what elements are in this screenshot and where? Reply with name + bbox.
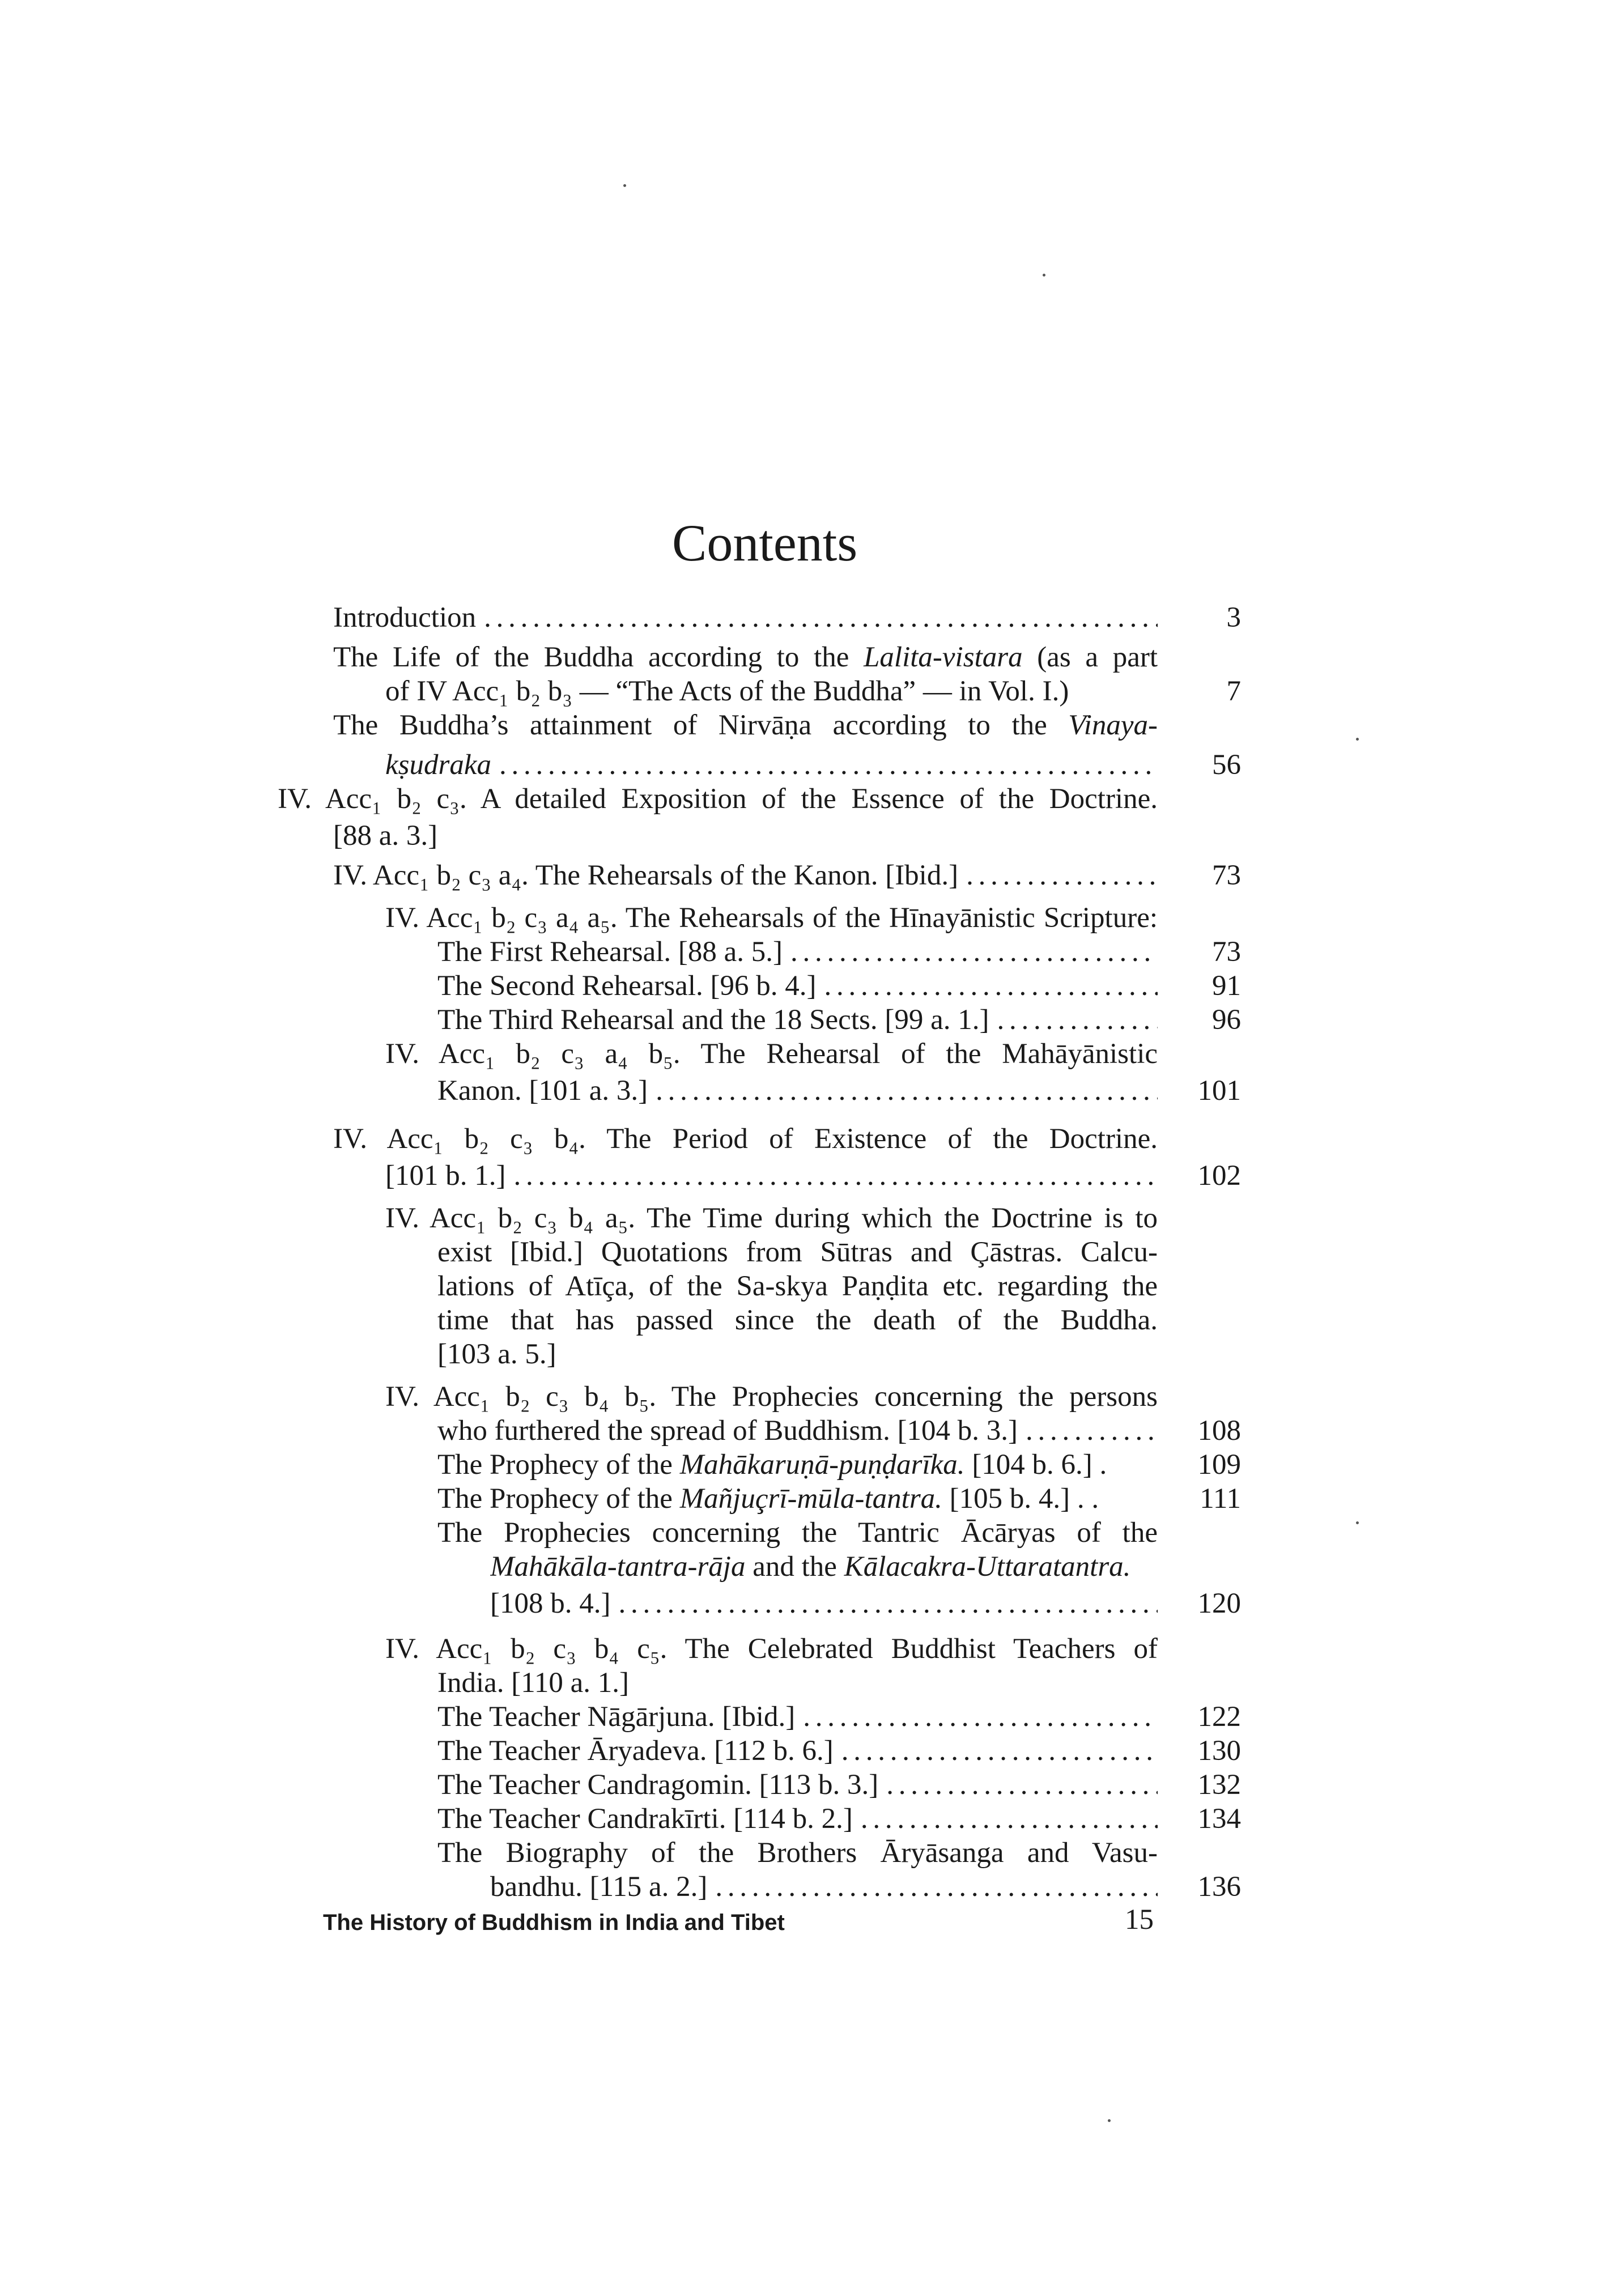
toc-entry-text: and the: [753, 1551, 837, 1583]
toc-entry-nirvana-line-1: [333, 708, 1158, 742]
footer-book-title: The History of Buddhism in India and Tibet: [323, 1910, 785, 1935]
dot-leader: [790, 935, 1158, 969]
toc-section-8-candragomin: [437, 1768, 1158, 1802]
dot-leader: [824, 969, 1158, 1003]
toc-entry-text: The Third Rehearsal and the 18 Sects. [99 a. 1.]: [437, 1004, 989, 1036]
page-title: Contents: [672, 514, 858, 572]
toc-page-number: 136: [1197, 1871, 1241, 1903]
toc-page-number: 101: [1197, 1075, 1241, 1107]
toc-page-number: 56: [1212, 749, 1241, 781]
toc-entry-title: Mahākāla-tantra-rāja: [490, 1551, 746, 1583]
dot-leader: [513, 1159, 1158, 1193]
dot-leader: [997, 1003, 1158, 1037]
toc-section-5-line-2: [385, 1159, 1158, 1193]
toc-page-number: 134: [1197, 1803, 1241, 1835]
toc-entry-title: Mañjuçrī-mūla-tantra.: [679, 1483, 942, 1515]
toc-section-6-line-3: lations of Atīça, of the Sa-skya Paṇḍita etc. regarding the: [437, 1270, 1158, 1302]
toc-entry-life-line-2: of IV Acc₁ b₂ b₃ — “The Acts of the Buddha” — in Vol. I.): [385, 675, 1069, 707]
toc-section-6-line-1: IV. Acc₁ b₂ c₃ b₄ a₅. The Time during which the Doctrine is to: [385, 1202, 1158, 1234]
toc-entry-title: Lalita-vistara: [864, 641, 1023, 673]
dot-leader: [886, 1768, 1158, 1802]
toc-entry-text: The Teacher Āryadeva. [112 b. 6.]: [437, 1735, 834, 1767]
toc-page-number: 3: [1226, 602, 1241, 633]
toc-section-3-first-rehearsal: [437, 935, 1158, 969]
toc-section-8-line-2: India. [110 a. 1.]: [437, 1667, 629, 1699]
toc-entry-introduction: [333, 601, 1158, 635]
toc-entry-text: The Teacher Nāgārjuna. [Ibid.]: [437, 1701, 796, 1733]
dot-leader: [715, 1870, 1158, 1904]
toc-page-number: 96: [1212, 1004, 1241, 1036]
toc-entry-text: IV. Acc₁ b₂ c₃ a₄. The Rehearsals of the Kanon. [Ibid.]: [333, 860, 959, 891]
toc-entry-text: Introduction: [333, 602, 477, 633]
toc-section-8-aryadeva: [437, 1734, 1158, 1768]
toc-section-8-candrakirti: [437, 1802, 1158, 1836]
toc-entry-text: Kanon. [101 a. 3.]: [437, 1075, 648, 1107]
toc-entry-life-line-1: [333, 640, 1158, 674]
toc-entry-text: The Second Rehearsal. [96 b. 4.]: [437, 970, 817, 1002]
dot-leader: [861, 1802, 1158, 1836]
toc-entry-title: Mahākaruṇā-puṇḍarīka.: [679, 1449, 965, 1481]
toc-entry-text: The Prophecy of the: [437, 1483, 673, 1515]
toc-section-6-line-5: [103 a. 5.]: [437, 1338, 556, 1370]
toc-section-7-line-1: IV. Acc₁ b₂ c₃ b₄ b₅. The Prophecies concerning the persons: [385, 1381, 1158, 1413]
toc-page-number: 132: [1197, 1769, 1241, 1801]
scan-speck: [1108, 2119, 1111, 2122]
toc-entry-text: The Life of the Buddha according to the: [333, 641, 849, 673]
toc-page-number: 91: [1212, 970, 1241, 1002]
toc-entry-text: The Prophecy of the: [437, 1449, 673, 1481]
toc-section-3-second-rehearsal: [437, 969, 1158, 1003]
dot-leader: [656, 1074, 1158, 1108]
scan-speck: [1043, 274, 1045, 277]
toc-section-4-line-1: IV. Acc₁ b₂ c₃ a₄ b₅. The Rehearsal of the Mahāyānistic: [385, 1038, 1158, 1070]
toc-page-number: 130: [1197, 1735, 1241, 1767]
toc-entry-text: bandhu. [115 a. 2.]: [490, 1871, 708, 1903]
toc-section-5-line-1: IV. Acc₁ b₂ c₃ b₄. The Period of Existence of the Doctrine.: [333, 1123, 1158, 1155]
toc-page-number: 73: [1212, 936, 1241, 968]
dot-leader: [484, 601, 1158, 635]
toc-entry-title: Vinaya-: [1068, 709, 1158, 741]
toc-entry-text: [101 b. 1.]: [385, 1160, 506, 1192]
toc-section-7-prophecy-manjusri: [437, 1482, 1158, 1516]
toc-section-8-nagarjuna: [437, 1700, 1158, 1734]
toc-entry-text: (as a part: [1037, 641, 1158, 673]
scan-speck: [623, 184, 626, 187]
dot-leader: [966, 858, 1158, 892]
toc-entry-text: The Buddha’s attainment of Nirvāṇa according to the: [333, 709, 1047, 741]
toc-page-number: 73: [1212, 860, 1241, 891]
footer-page-number: 15: [1125, 1904, 1154, 1936]
dot-leader: [803, 1700, 1158, 1734]
toc-section-7-prophecy-mahakaruna: [437, 1448, 1158, 1482]
toc-page-number: 7: [1226, 675, 1241, 707]
toc-entry-title: Kālacakra-Uttaratantra.: [844, 1551, 1131, 1583]
toc-section-7-tantric-line-2: [490, 1550, 1158, 1584]
toc-section-3-line-1: IV. Acc₁ b₂ c₃ a₄ a₅. The Rehearsals of the Hīnayānistic Scripture:: [385, 902, 1158, 934]
toc-page-number: 111: [1200, 1483, 1241, 1515]
dot-leader: [841, 1734, 1158, 1768]
dot-leader: [499, 748, 1158, 782]
toc-page-number: 102: [1197, 1160, 1241, 1192]
toc-page-number: 109: [1197, 1449, 1241, 1481]
toc-section-7-tantric-line-1: The Prophecies concerning the Tantric Ācāryas of the: [437, 1517, 1158, 1549]
toc-section-6-line-2: exist [Ibid.] Quotations from Sūtras and Çāstras. Calcu-: [437, 1236, 1158, 1268]
toc-page-number: 108: [1197, 1415, 1241, 1447]
toc-entry-text: who furthered the spread of Buddhism. [104 b. 3.]: [437, 1415, 1018, 1447]
toc-section-4-line-2: [437, 1074, 1158, 1108]
toc-entry-text: The Teacher Candrakīrti. [114 b. 2.]: [437, 1803, 853, 1835]
toc-section-3-third-rehearsal: [437, 1003, 1158, 1037]
toc-section-7-line-2: [437, 1414, 1158, 1448]
toc-section-2: [333, 858, 1158, 892]
toc-section-8-biography-line-1: The Biography of the Brothers Āryāsanga and Vasu-: [437, 1837, 1158, 1869]
scan-speck: [1356, 738, 1359, 741]
toc-section-8-line-1: IV. Acc₁ b₂ c₃ b₄ c₅. The Celebrated Buddhist Teachers of: [385, 1633, 1158, 1665]
toc-section-7-tantric-line-3: [490, 1587, 1158, 1621]
toc-section-1-line-1: IV. Acc₁ b₂ c₃. A detailed Exposition of the Essence of the Doctrine.: [278, 783, 1158, 815]
toc-page-number: 122: [1197, 1701, 1241, 1733]
toc-entry-title: kṣudraka: [385, 749, 491, 781]
toc-entry-ref: [104 b. 6.] .: [972, 1449, 1107, 1481]
toc-entry-text: [108 b. 4.]: [490, 1588, 611, 1619]
toc-entry-text: The Teacher Candragomin. [113 b. 3.]: [437, 1769, 879, 1801]
toc-page-number: 120: [1197, 1588, 1241, 1619]
dot-leader: [1026, 1414, 1158, 1448]
toc-section-1-line-2: [88 a. 3.]: [333, 820, 438, 852]
toc-section-8-biography-line-2: [490, 1870, 1158, 1904]
toc-section-6-line-4: time that has passed since the death of the Buddha.: [437, 1304, 1158, 1336]
toc-entry-ref: [105 b. 4.] . .: [949, 1483, 1099, 1515]
scan-speck: [1356, 1521, 1359, 1524]
toc-entry-text: The First Rehearsal. [88 a. 5.]: [437, 936, 783, 968]
toc-entry-nirvana-line-2: [385, 748, 1158, 782]
dot-leader: [618, 1587, 1158, 1621]
